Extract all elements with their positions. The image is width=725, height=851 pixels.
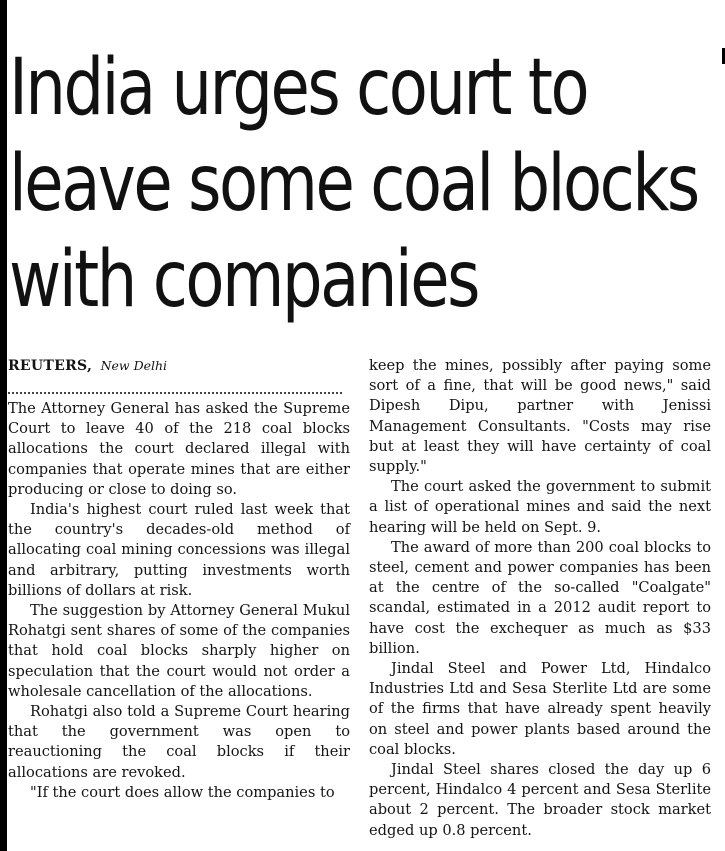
article-headline (9, 40, 722, 328)
paragraph: Jindal Steel and Power Ltd, Hindalco Industries Ltd and Sesa Sterlite Ltd are some of the firms that have already spent heavily on steel and power plants based around the coal blocks. (369, 660, 711, 758)
article-column-right (369, 356, 711, 841)
paragraph: The suggestion by Attorney General Mukul Rohatgi sent shares of some of the companies that hold coal blocks sharply higher on speculation that the court would not order a wholesale cancellation of the allocations. (8, 602, 350, 700)
byline-divider (8, 374, 342, 394)
byline-agency: REUTERS, (8, 358, 93, 374)
article-column-left (8, 356, 350, 803)
paragraph: "If the court does allow the companies to (30, 783, 335, 801)
byline-dateline: New Delhi (100, 358, 168, 373)
headline-line-2: leave some coal blocks (9, 139, 698, 229)
byline (8, 356, 350, 376)
headline-line-1: India urges court to (9, 43, 588, 133)
paragraph: Rohatgi also told a Supreme Court hearing that the government was open to reauctioning the coal blocks if their allocations are revoked. (8, 703, 350, 781)
paragraph-continued: keep the mines, possibly after paying some sort of a fine, that will be good news," said Dipesh Dipu, partner with Jenissi Management Consultants. "Costs may rise but at least they will have certainty of coal supply." (369, 357, 711, 476)
headline-line-3: with companies (9, 235, 478, 325)
paragraph: The Attorney General has asked the Supreme Court to leave 40 of the 218 coal blocks allocations the court declared illegal with companies that operate mines that are either producing or close to doing so. (8, 400, 350, 498)
paragraph: India's highest court ruled last week that the country's decades-old method of allocating coal mining concessions was illegal and arbitrary, putting investments worth billions of dollars at risk. (8, 501, 350, 599)
paragraph: The court asked the government to submit a list of operational mines and said the next hearing will be held on Sept. 9. (369, 478, 711, 536)
paragraph: The award of more than 200 coal blocks to steel, cement and power companies has been at the centre of the so-called "Coalgate" scandal, estimated in a 2012 audit report to have cost the exchequer as much as $33 billion. (369, 538, 711, 657)
page-edge-bar (0, 0, 7, 851)
paragraph: Jindal Steel shares closed the day up 6 percent, Hindalco 4 percent and Sesa Sterlite about 2 percent. The broader stock market edged up 0.8 percent. (369, 761, 711, 839)
